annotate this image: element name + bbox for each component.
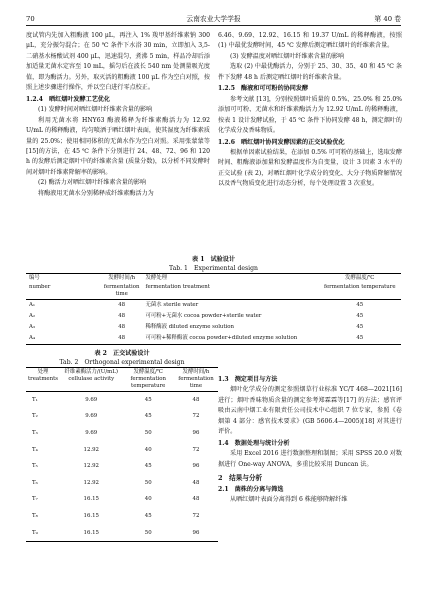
- table-cell: T₄: [32, 446, 38, 453]
- table-cell: T₂: [32, 413, 38, 420]
- table-row: [26, 525, 218, 542]
- paragraph: 烟叶化学成分的测定参照烟草行业标准 YC/T 468—2021[16] 进行；烟叶香味物质含量的测定参考郑霖霖等[17] 的方法；感官评吸由云南中烟工业有限责任公司技术中心组织 7 位专家，参照《卷烟第 4 部分：感官技术要求》(GB 5606.4—2005)[18] 对其进行评价。: [218, 386, 402, 436]
- paragraph: 参考文献 [13]，分别按照烟叶质量的 0.5%、25.0% 和 25.0% 添加可可粉、无菌水和纤维素酶活力为 12.92 U/mL 的稀释酶液，按表 1 设计发酵试验，于 45 ℃ 条件下协同发酵 48 h，测定烟叶的化学成分及香味物质。: [218, 95, 402, 135]
- table-row: [26, 442, 218, 459]
- table-cell: 45: [144, 413, 152, 420]
- paragraph: 采用 Excel 2016 进行数据整理和制图；采用 SPSS 20.0 对数据进行 One-way ANOVA，多重比较采用 Duncan 法。: [218, 450, 402, 468]
- table-1-header-cn: 编号: [26, 274, 101, 284]
- table-1-header-en: number: [26, 283, 101, 300]
- table-row: [26, 409, 218, 426]
- table-2-grid: [26, 367, 218, 542]
- table-cell: T₃: [32, 429, 38, 436]
- page-number: 70: [26, 15, 35, 23]
- table-cell: 45: [319, 333, 401, 345]
- table-cell: A₄: [26, 333, 101, 345]
- table-2-header-en: treatments: [28, 376, 59, 382]
- table-cell: 16.15: [83, 496, 99, 503]
- paragraph: 选取 (2) 中最优酶活力，分别于 25、30、35、40 和 45 ℃ 条件下发酵 48 h 后测定晒红烟叶的纤维素含量。: [218, 63, 402, 81]
- journal-name: 云南农业大学学报: [186, 15, 241, 23]
- left-column-text: [26, 31, 210, 239]
- table-cell: 9.69: [85, 396, 98, 403]
- table-cell: 48: [192, 396, 200, 403]
- table-cell: 48: [118, 324, 126, 330]
- table-cell: 12.92: [83, 479, 99, 486]
- table-cell: T₉: [26, 525, 60, 542]
- table-2-header-cn: 纤维素酶活力/(U/mL): [64, 369, 118, 375]
- table-1-body: [26, 300, 401, 345]
- table-row: [26, 392, 218, 409]
- table-cell: 16.15: [83, 512, 99, 519]
- table-2-caption-cn: 表 2 正交试验设计: [94, 350, 150, 357]
- table-2-header-en: fermentation time: [178, 376, 214, 389]
- table-row: [26, 333, 401, 345]
- table-1-header-cn: 发酵温度/℃: [319, 274, 401, 284]
- table-cell: 96: [174, 525, 218, 542]
- table-2-header: [60, 368, 122, 392]
- table-2-header: [174, 368, 218, 392]
- running-header: [26, 14, 401, 24]
- table-cell: A₂: [29, 313, 36, 319]
- table-cell: 96: [192, 463, 200, 470]
- table-cell: 40: [144, 446, 152, 453]
- table-1: [26, 255, 401, 345]
- table-1-header-cn: 发酵处理: [142, 274, 318, 284]
- right-column-text-top: [218, 31, 402, 239]
- paragraph: 根据单因素试验结果，在添加 0.5% 可可粉的基础上，选取发酵时间、粗酶液添加量和发酵温度作为自变量，设计 3 因素 3 水平的正交试验 (表 2)，对晒红烟叶化学成分的变化、大分子物质降解情况以及香气物质变化进行动态分析，每个处理设置 3 次重复。: [218, 148, 402, 188]
- table-1-caption-en: Tab. 1 Experimental design: [169, 265, 258, 272]
- table-cell: 9.69: [85, 429, 98, 436]
- paragraph: (3) 发酵温度对晒红烟叶纤维素含量的影响: [230, 52, 345, 60]
- table-cell: 72: [192, 512, 200, 519]
- table-1-header-en: fermentation treatment: [142, 283, 318, 300]
- table-cell: 45: [356, 302, 364, 308]
- paragraph: 利用无菌水将 HNY63 酶液稀释为纤维素酶活力为 12.92 U/mL 的稀释酶液，均匀喷洒于晒红烟叶表面，使其湿度为纤维素质量的 25.0%；使用相同体积的无菌水作为空白对照。采用张蒙蒙等[15]的方法，在 45 ℃ 条件下分别进行 24、48、72、96 和 120 h 的发酵后测定烟叶中的纤维素含量 (质量分数)，以分析不同发酵时间对烟叶纤维素降解率的影响。: [26, 116, 210, 176]
- table-cell: 96: [192, 429, 200, 436]
- table-cell: 72: [192, 413, 200, 420]
- table-cell: 50: [144, 479, 152, 486]
- table-cell: 48: [192, 479, 200, 486]
- paragraph: 度试管内先加入粗酶液 100 μL，再注入 1% 羧甲基纤维素钠 300 μL，充分振匀混合；在 50 ℃ 条件下水浴 30 min，立即加入 3,5-二硝基水杨酸试剂 400 μL，迅速混匀，煮沸 5 min，样品冷却后添加适量无菌水定容至 10 mL，摇匀后在波长 540 nm 处测量吸光度值，即为酶活力。另外，取灭活的粗酶液 100 μL 作为空白对照，按照上述步骤进行操作，并以空白进行零点校正。: [26, 32, 210, 92]
- table-row: [26, 475, 218, 492]
- table-1-grid: [26, 273, 401, 345]
- table-cell: 45: [144, 463, 152, 470]
- table-row: [26, 425, 218, 442]
- table-2: [26, 349, 218, 542]
- table-2-header-cn: 发酵时间/h: [182, 369, 210, 375]
- table-cell: T₆: [32, 479, 38, 486]
- paragraph: 从晒红烟叶表面分离得到 6 株能够降解纤维: [230, 495, 348, 503]
- header-rule: [26, 25, 401, 26]
- section-heading: 2 结果与分析: [218, 474, 263, 483]
- subsection-heading: 1.4 数据处理与统计分析: [218, 439, 290, 447]
- table-cell: 48: [118, 313, 126, 319]
- table-cell: 40: [144, 496, 152, 503]
- right-column-text-bottom: [218, 374, 402, 598]
- table-cell: 无菌水 sterile water: [145, 302, 199, 308]
- table-cell: 可可粉+无菌水 cocoa powder+sterile water: [145, 313, 262, 319]
- table-cell: 72: [192, 446, 200, 453]
- table-2-header: [122, 368, 173, 392]
- table-cell: 45: [356, 313, 364, 319]
- table-cell: 16.15: [60, 525, 122, 542]
- table-cell: 48: [118, 302, 126, 308]
- table-cell: T₁: [32, 396, 38, 403]
- table-cell: 稀释酶液 diluted enzyme solution: [145, 324, 234, 330]
- subsection-heading: 1.3 测定项目与方法: [218, 376, 278, 383]
- paragraph: (1) 发酵时间对晒红烟叶纤维素含量的影响: [38, 106, 153, 114]
- table-cell: A₃: [29, 324, 36, 330]
- table-cell: 45: [144, 396, 152, 403]
- table-row: [26, 311, 401, 322]
- table-1-caption-cn: 表 1 试验设计: [192, 256, 235, 263]
- table-2-caption-en: Tab. 2 Orthogonal experimental design: [59, 359, 185, 366]
- table-row: [26, 300, 401, 312]
- table-cell: 9.69: [85, 413, 98, 420]
- table-2-header-en: fermentation temperature: [130, 376, 166, 389]
- table-2-header-en: cellulase activity: [68, 376, 115, 382]
- table-cell: T₇: [32, 496, 38, 503]
- table-row: [26, 458, 218, 475]
- table-2-header: [26, 368, 60, 392]
- table-cell: 50: [122, 525, 173, 542]
- table-1-header-en: fermentation temperature: [319, 283, 401, 300]
- table-1-header-cn: 发酵时间/h: [101, 274, 143, 284]
- table-row: [26, 492, 218, 509]
- table-cell: A₁: [29, 302, 36, 308]
- table-cell: T₅: [32, 463, 38, 470]
- table-cell: 可可粉+稀释酶液 cocoa powder+diluted enzyme solution: [142, 333, 318, 345]
- table-cell: 45: [356, 324, 364, 330]
- table-cell: 12.92: [83, 463, 99, 470]
- volume-label: 第 40 卷: [374, 15, 401, 23]
- table-cell: 50: [144, 429, 152, 436]
- table-2-body: [26, 392, 218, 542]
- table-1-header-en: fermentation time: [101, 283, 143, 300]
- table-cell: 48: [101, 333, 143, 345]
- table-2-header-cn: 发酵温度/℃: [133, 369, 163, 375]
- table-row: [26, 508, 218, 525]
- table-cell: T₈: [32, 512, 38, 519]
- table-cell: 48: [192, 496, 200, 503]
- subsection-heading: 1.2.4 晒红烟叶发酵工艺优化: [26, 95, 110, 103]
- paragraph: 6.46、9.69、12.92、16.15 和 19.37 U/mL 的稀释酶液，按照 (1) 中最优发酵时间，45 ℃ 发酵后测定晒红烟叶的纤维素含量。: [218, 32, 402, 50]
- subsection-heading: 1.2.6 晒红烟叶协同发酵因素的正交试验优化: [218, 138, 345, 146]
- paragraph: (2) 酶活力对晒红烟叶纤维素含量的影响: [38, 179, 147, 187]
- paragraph: 将酶液用无菌水分别稀释成纤维素酶活力为: [38, 189, 154, 197]
- table-cell: 45: [144, 512, 152, 519]
- table-row: [26, 322, 401, 333]
- subsection-heading: 2.1 菌株的分离与筛选: [218, 485, 284, 493]
- table-2-header-cn: 处理: [37, 369, 49, 375]
- subsection-heading: 1.2.5 酶液和可可粉的协同发酵: [218, 85, 309, 93]
- table-cell: 12.92: [83, 446, 99, 453]
